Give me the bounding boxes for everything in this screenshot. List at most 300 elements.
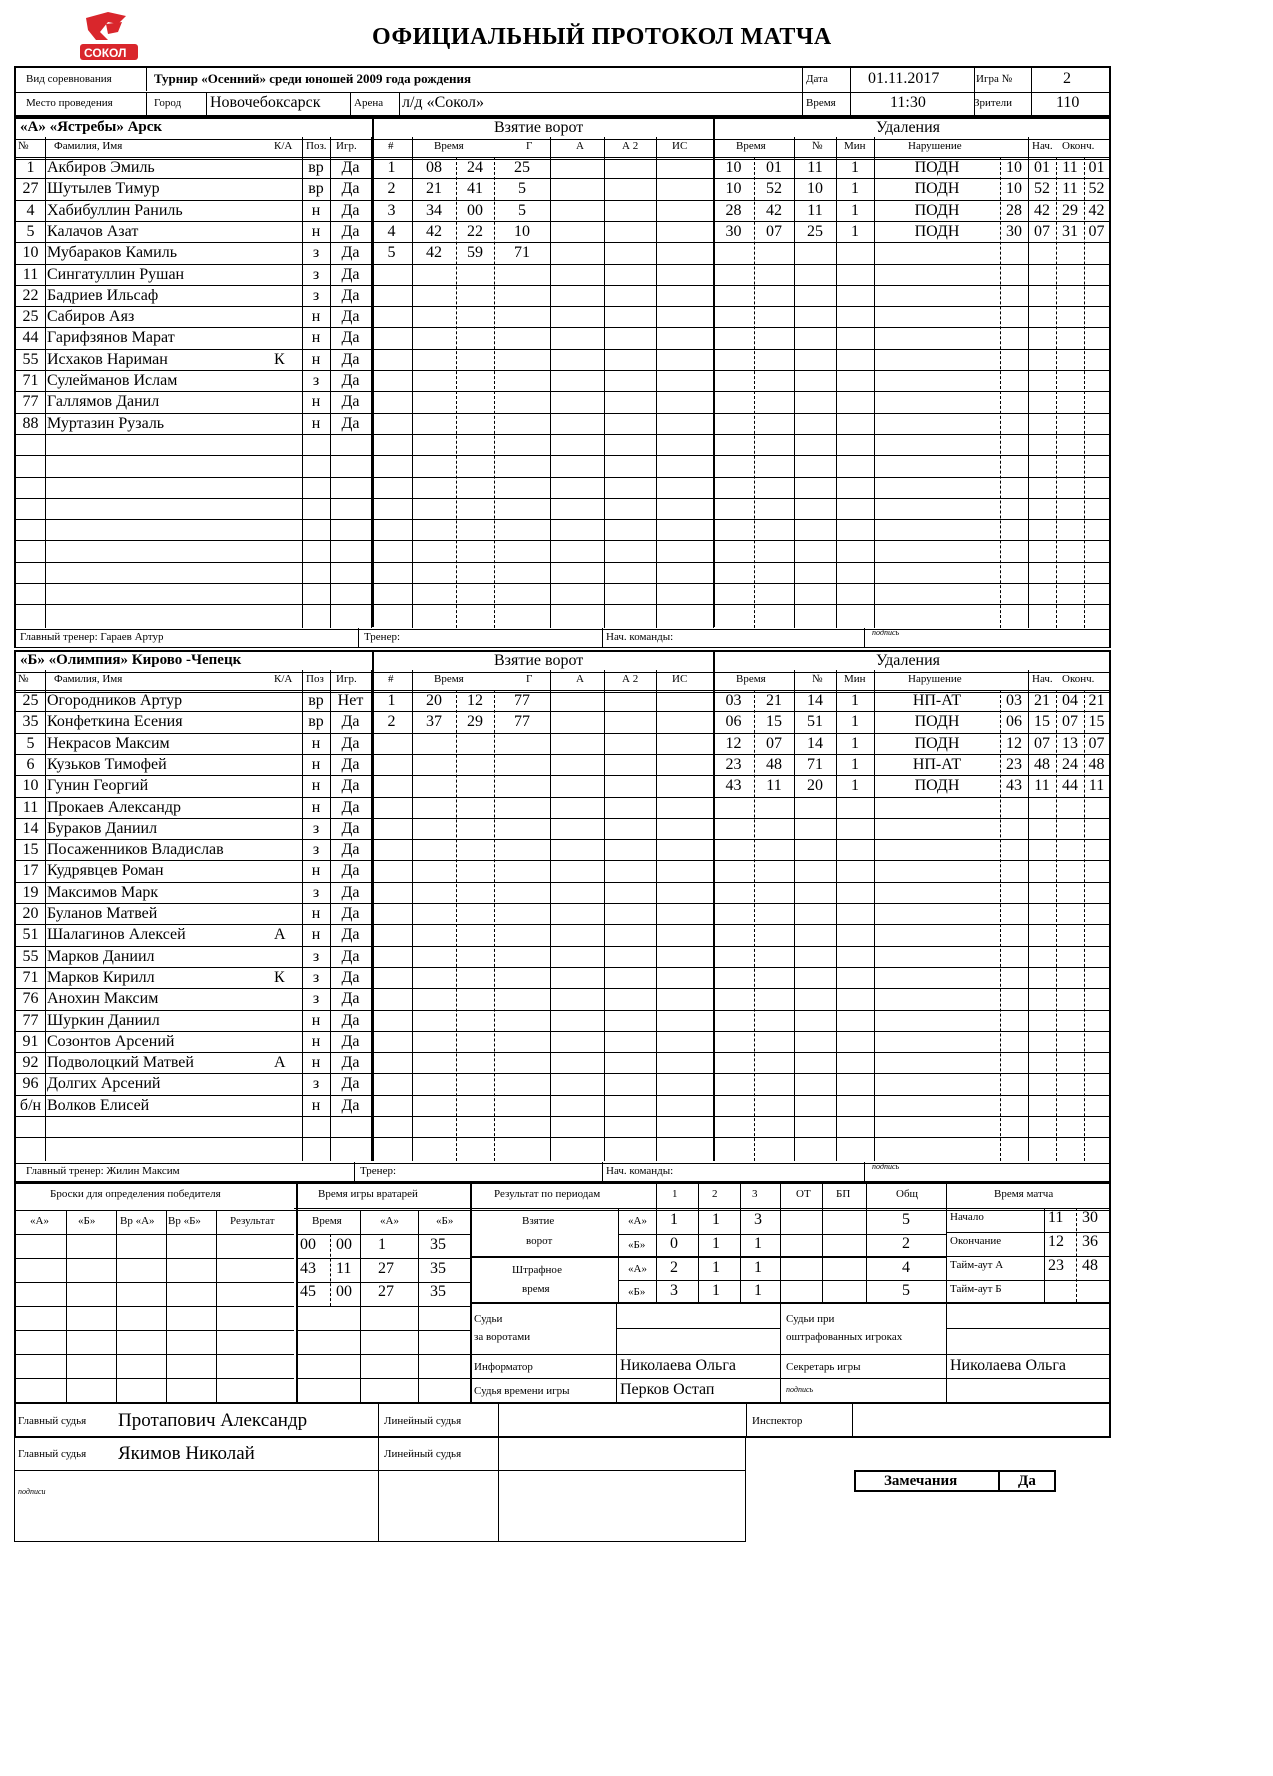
- penalty-start-min: 43: [1006, 777, 1022, 795]
- period-value: 1: [712, 1235, 720, 1252]
- pen-row-label: Штрафное: [512, 1264, 562, 1276]
- player-number: 4: [26, 201, 35, 219]
- goal-scorer: 25: [514, 159, 530, 176]
- penalty-minute: 28: [725, 201, 742, 219]
- player-position: н: [311, 329, 321, 347]
- date-label: Дата: [806, 73, 828, 85]
- team-a-penalties-heading: Удаления: [876, 119, 941, 136]
- goal-scorer: 77: [514, 713, 530, 731]
- team-a-header-cell: Игр.: [336, 140, 357, 152]
- team-b-signature-label: подпись: [872, 1162, 900, 1171]
- period-value: 0: [670, 1235, 678, 1252]
- penalty-second: 42: [766, 201, 782, 219]
- player-number: 71: [22, 968, 39, 986]
- player-number: 1: [26, 159, 35, 176]
- match-time-item: Тайм-аут Б: [950, 1283, 1002, 1295]
- player-played: Да: [341, 990, 360, 1008]
- penalty-player: 11: [807, 159, 823, 176]
- team-a-header-cell: К/А: [274, 140, 293, 152]
- team-b-title: «Б» «Олимпия» Кирово -Чепецк: [20, 652, 242, 668]
- player-played: Да: [341, 159, 360, 176]
- player-position: вр: [308, 692, 324, 709]
- shootout-col: «А»: [30, 1215, 49, 1227]
- game-no-value: 2: [1063, 70, 1071, 87]
- player-played: Да: [341, 734, 360, 752]
- pen-row-label-2: время: [522, 1283, 550, 1295]
- player-name: Созонтов Арсений: [47, 1032, 175, 1050]
- player-position: н: [311, 905, 321, 922]
- period-value: 3: [670, 1282, 678, 1299]
- player-name: Максимов Марк: [47, 883, 159, 901]
- team-b-coach-label: Тренер:: [360, 1165, 397, 1177]
- player-position: н: [311, 1011, 321, 1029]
- penalty-end-sec: 07: [1088, 734, 1105, 752]
- inspector-label: Инспектор: [752, 1415, 803, 1427]
- team-a-header-cell: Оконч.: [1062, 140, 1095, 152]
- player-played: Да: [341, 1075, 360, 1093]
- period-value: 4: [902, 1259, 910, 1276]
- penalty-minutes: 1: [851, 180, 859, 198]
- goal-number: 2: [387, 180, 396, 198]
- penalty-second: 01: [766, 159, 782, 176]
- player-number: 55: [22, 947, 39, 965]
- penalty-minutes: 1: [851, 755, 859, 773]
- penalty-end-min: 07: [1062, 713, 1078, 731]
- penalty-minutes: 1: [851, 734, 859, 752]
- player-role: К: [274, 350, 285, 368]
- team-b-header-cell: А: [576, 673, 584, 685]
- period-team: «А»: [628, 1263, 647, 1275]
- period-team: «Б»: [628, 1286, 646, 1298]
- team-a-header-cell: Нач.: [1032, 140, 1053, 152]
- team-b-header-cell: Поз: [306, 673, 324, 685]
- player-played: Да: [341, 286, 360, 304]
- team-a-head-coach: Главный тренер: Гараев Артур: [20, 631, 164, 643]
- player-position: н: [311, 777, 321, 795]
- player-played: Да: [341, 1032, 360, 1050]
- player-name: Кудрявцев Роман: [47, 862, 164, 880]
- player-name: Прокаев Александр: [47, 798, 181, 816]
- goal-minute: 42: [426, 222, 442, 240]
- team-b-header-cell: Мин: [844, 673, 866, 685]
- period-value: 5: [902, 1282, 910, 1299]
- gk-col: «Б»: [436, 1215, 454, 1227]
- player-name: Сабиров Аяз: [47, 308, 135, 326]
- goal-judges-label: Судьи: [474, 1313, 503, 1325]
- penalty-end-min: 29: [1062, 201, 1078, 219]
- goal-second: 41: [467, 180, 483, 198]
- match-time-hour: 23: [1048, 1257, 1064, 1274]
- player-name: Гунин Георгий: [47, 777, 149, 795]
- penalty-minute: 03: [725, 692, 742, 709]
- penalty-second: 07: [766, 734, 782, 752]
- goal-second: 22: [467, 222, 483, 240]
- penalty-minute: 12: [725, 734, 742, 752]
- player-number: 10: [22, 777, 39, 795]
- player-number: 77: [22, 1011, 39, 1029]
- team-a-goals-heading: Взятие ворот: [494, 119, 584, 136]
- player-position: н: [311, 862, 321, 880]
- linesman-1-label: Линейный судья: [384, 1415, 462, 1427]
- penalty-infraction: ПОДН: [914, 159, 960, 176]
- player-number: 11: [22, 265, 39, 283]
- team-a-signature-label: подпись: [872, 628, 900, 637]
- period-team: «А»: [628, 1215, 647, 1227]
- period-value: 3: [754, 1211, 762, 1228]
- goals-row-label: Взятие: [522, 1215, 555, 1227]
- player-played: Да: [341, 1054, 360, 1072]
- team-b-header-cell: №: [18, 673, 29, 685]
- player-number: 17: [22, 862, 39, 880]
- player-role: К: [274, 968, 285, 986]
- player-position: вр: [308, 159, 324, 176]
- period-value: 1: [754, 1235, 762, 1252]
- penalty-judges-label: Судьи при: [786, 1313, 835, 1325]
- penalty-start-min: 23: [1006, 755, 1022, 773]
- penalty-start-sec: 07: [1034, 734, 1050, 752]
- game-no-label: Игра №: [976, 73, 1013, 85]
- player-played: Да: [341, 308, 360, 326]
- team-b-goals-heading: Взятие ворот: [494, 652, 584, 669]
- player-played: Да: [341, 819, 360, 837]
- penalty-player: 51: [807, 713, 823, 731]
- penalty-second: 21: [766, 692, 782, 709]
- city-label: Город: [154, 97, 182, 109]
- player-played: Да: [341, 265, 360, 283]
- player-position: н: [311, 1096, 321, 1114]
- penalty-end-sec: 15: [1088, 713, 1105, 731]
- player-played: Да: [341, 180, 360, 198]
- player-position: з: [312, 990, 320, 1008]
- player-name: Марков Кирилл: [47, 968, 155, 986]
- player-played: Да: [341, 755, 360, 773]
- player-name: Исхаков Нариман: [47, 350, 168, 368]
- player-number: 88: [22, 414, 39, 432]
- player-position: з: [312, 1075, 320, 1093]
- team-a-header-cell: Мин: [844, 140, 866, 152]
- period-value: 1: [712, 1259, 720, 1276]
- player-name: Волков Елисей: [47, 1096, 150, 1114]
- goal-second: 12: [467, 692, 483, 709]
- player-number: 27: [22, 180, 39, 198]
- match-time-label: Время матча: [994, 1188, 1054, 1200]
- team-b-header-cell: Оконч.: [1062, 673, 1095, 685]
- goal-number: 1: [387, 692, 396, 709]
- player-position: н: [311, 734, 321, 752]
- player-name: Сингатуллин Рушан: [47, 265, 185, 283]
- penalty-minutes: 1: [851, 692, 859, 709]
- goal-second: 59: [467, 244, 483, 262]
- gk-sec: 00: [336, 1236, 352, 1253]
- timekeeper-label: Судья времени игры: [474, 1385, 570, 1397]
- team-b-header-cell: Г: [526, 673, 533, 685]
- penalty-minute: 10: [725, 180, 742, 198]
- penalty-end-min: 04: [1062, 692, 1078, 709]
- remarks-label: Замечания: [884, 1473, 958, 1489]
- player-number: 11: [22, 798, 39, 816]
- penalty-start-min: 30: [1006, 222, 1022, 240]
- player-played: Нет: [337, 692, 364, 709]
- gk-time-row: [296, 1284, 470, 1306]
- player-position: н: [311, 350, 321, 368]
- player-number: 91: [22, 1032, 39, 1050]
- penalty-second: 07: [766, 222, 782, 240]
- player-position: вр: [308, 713, 324, 731]
- team-b-header-cell: Игр.: [336, 673, 357, 685]
- penalty-start-min: 28: [1006, 201, 1022, 219]
- player-played: Да: [341, 393, 360, 411]
- player-name: Долгих Арсений: [47, 1075, 161, 1093]
- penalty-infraction: ПОДН: [914, 777, 960, 795]
- period-col: Общ: [896, 1188, 919, 1200]
- player-number: 92: [22, 1054, 39, 1072]
- team-b-header-cell: ИС: [672, 673, 688, 685]
- penalty-infraction: НП-АТ: [912, 692, 962, 709]
- penalty-start-sec: 11: [1034, 777, 1050, 795]
- gk-sec: 11: [336, 1259, 352, 1277]
- player-played: Да: [341, 372, 360, 389]
- player-role: А: [274, 926, 286, 944]
- goal-number: 2: [387, 713, 396, 731]
- player-number: 77: [22, 393, 39, 411]
- player-number: 19: [22, 883, 39, 901]
- player-position: н: [311, 201, 321, 219]
- team-b-header-cell: Фамилия, Имя: [54, 673, 123, 685]
- penalty-end-sec: 42: [1088, 201, 1105, 219]
- player-name: Шуркин Даниил: [47, 1011, 160, 1029]
- period-value: 2: [670, 1259, 678, 1276]
- player-name: Сулейманов Ислам: [47, 372, 178, 389]
- team-a-header-cell: №: [18, 140, 29, 152]
- player-name: Бураков Даниил: [47, 819, 158, 837]
- period-col: ОТ: [796, 1188, 811, 1200]
- official-signature-label: подпись: [786, 1385, 814, 1394]
- team-b-captain-label: Нач. команды:: [606, 1165, 674, 1177]
- arena-label: Арена: [354, 97, 384, 109]
- penalty-minute: 43: [725, 777, 742, 795]
- team-a-header-cell: Поз.: [306, 140, 327, 152]
- team-a-header-cell: ИС: [672, 140, 688, 152]
- team-b-header-cell: К/А: [274, 673, 293, 685]
- penalty-player: 20: [807, 777, 823, 795]
- gk-col: «А»: [380, 1215, 399, 1227]
- spectators-value: 110: [1056, 94, 1080, 111]
- penalty-judges-label-2: оштрафованных игроках: [786, 1331, 903, 1343]
- goal-minute: 34: [426, 201, 442, 219]
- player-role: А: [274, 1054, 286, 1072]
- penalty-minutes: 1: [851, 713, 859, 731]
- period-value: 1: [712, 1282, 720, 1299]
- penalty-end-min: 44: [1062, 777, 1078, 795]
- goal-minute: 08: [426, 159, 442, 176]
- player-played: Да: [341, 883, 360, 901]
- period-value: 5: [902, 1211, 910, 1228]
- gk-a: 1: [378, 1236, 386, 1253]
- venue-label: Место проведения: [26, 97, 113, 109]
- goal-number: 1: [387, 159, 396, 176]
- team-a-captain-label: Нач. команды:: [606, 631, 674, 643]
- player-position: н: [311, 755, 321, 773]
- penalty-start-sec: 21: [1034, 692, 1050, 709]
- penalty-end-min: 31: [1062, 222, 1078, 240]
- date-value: 01.11.2017: [868, 70, 940, 87]
- gk-min: 00: [300, 1236, 316, 1253]
- informer-label: Информатор: [474, 1361, 533, 1373]
- player-name: Огородников Артур: [47, 692, 183, 709]
- penalty-start-sec: 52: [1034, 180, 1050, 198]
- goal-minute: 37: [426, 713, 442, 731]
- team-a-header-cell: А 2: [622, 140, 639, 152]
- penalty-minute: 06: [725, 713, 742, 731]
- player-number: 25: [22, 308, 39, 326]
- gk-time-row: [296, 1261, 470, 1283]
- player-position: з: [312, 819, 320, 837]
- penalty-end-sec: 52: [1088, 180, 1105, 198]
- period-col: 3: [752, 1188, 758, 1200]
- player-number: 35: [22, 713, 39, 731]
- period-col: БП: [836, 1188, 851, 1200]
- team-a-header-cell: Нарушение: [908, 140, 962, 152]
- penalty-infraction: ПОДН: [914, 222, 960, 240]
- player-played: Да: [341, 1011, 360, 1029]
- gk-min: 45: [300, 1283, 316, 1300]
- penalty-end-sec: 21: [1088, 692, 1105, 709]
- gk-b: 35: [430, 1283, 446, 1300]
- player-name: Кузьков Тимофей: [47, 755, 167, 773]
- referee-1-name: Протапович Александр: [118, 1410, 308, 1431]
- player-number: 5: [26, 222, 35, 240]
- player-name: Муртазин Рузаль: [47, 414, 165, 432]
- team-a-header-cell: Фамилия, Имя: [54, 140, 123, 152]
- penalty-start-sec: 01: [1034, 159, 1050, 176]
- penalty-player: 10: [807, 180, 823, 198]
- match-time-min: 48: [1082, 1257, 1098, 1274]
- player-name: Галлямов Данил: [47, 393, 160, 411]
- goal-judges-label-2: за воротами: [474, 1331, 531, 1343]
- player-played: Да: [341, 1096, 360, 1114]
- goal-second: 24: [467, 159, 483, 176]
- page-title: ОФИЦИАЛЬНЫЙ ПРОТОКОЛ МАТЧА: [372, 24, 832, 50]
- player-played: Да: [341, 713, 360, 731]
- player-played: Да: [341, 947, 360, 965]
- player-position: з: [312, 968, 320, 986]
- referee-2-label: Главный судья: [18, 1448, 87, 1460]
- goal-second: 29: [467, 713, 483, 731]
- gk-min: 43: [300, 1259, 316, 1277]
- penalty-second: 15: [766, 713, 782, 731]
- shootout-col: Результат: [230, 1215, 275, 1227]
- player-number: 10: [22, 244, 39, 262]
- period-value: 1: [754, 1282, 762, 1299]
- penalty-start-min: 12: [1006, 734, 1022, 752]
- penalty-infraction: ПОДН: [914, 180, 960, 198]
- player-number: 76: [22, 990, 39, 1008]
- goal-second: 00: [467, 201, 483, 219]
- competition-value: Турнир «Осенний» среди юношей 2009 года рождения: [154, 71, 472, 86]
- penalty-minute: 30: [725, 222, 742, 240]
- goal-scorer: 77: [514, 692, 530, 709]
- player-number: 5: [26, 734, 35, 752]
- player-position: н: [311, 798, 321, 816]
- penalty-player: 71: [807, 755, 823, 773]
- player-played: Да: [341, 862, 360, 880]
- shootout-col: Вр «А»: [120, 1215, 155, 1227]
- goal-scorer: 5: [518, 180, 526, 198]
- informer-name: Николаева Ольга: [620, 1357, 736, 1374]
- penalty-second: 48: [766, 755, 782, 773]
- player-position: н: [311, 308, 321, 326]
- goal-minute: 20: [426, 692, 442, 709]
- period-team: «Б»: [628, 1239, 646, 1251]
- remarks-box: [854, 1470, 1056, 1492]
- penalty-start-sec: 42: [1034, 201, 1050, 219]
- match-time-min: 30: [1082, 1209, 1098, 1226]
- shootout-col: «Б»: [78, 1215, 96, 1227]
- penalty-start-sec: 07: [1034, 222, 1050, 240]
- competition-label: Вид соревнования: [26, 73, 112, 85]
- remarks-value: Да: [1018, 1473, 1036, 1489]
- player-name: Акбиров Эмиль: [47, 159, 155, 176]
- period-col: 1: [672, 1188, 678, 1200]
- team-b-header-cell: Время: [434, 673, 464, 685]
- goal-minute: 42: [426, 244, 442, 262]
- logo-text: СОКОЛ: [84, 46, 127, 60]
- penalty-minute: 10: [725, 159, 742, 176]
- time-label: Время: [806, 97, 836, 109]
- player-played: Да: [341, 222, 360, 240]
- player-position: з: [312, 286, 320, 304]
- player-name: Шалагинов Алексей: [47, 926, 186, 944]
- team-a-header-cell: #: [388, 140, 394, 152]
- player-played: Да: [341, 244, 360, 262]
- penalty-second: 11: [766, 777, 782, 795]
- team-a-coach-label: Тренер:: [364, 631, 401, 643]
- match-time-item: Начало: [950, 1211, 984, 1223]
- player-name: Бадриев Ильсаф: [47, 286, 159, 304]
- penalty-start-sec: 48: [1034, 755, 1050, 773]
- player-number: 25: [22, 692, 39, 709]
- team-b-header-cell: Время: [736, 673, 766, 685]
- team-b-header-cell: Нарушение: [908, 673, 962, 685]
- player-position: вр: [308, 180, 324, 198]
- team-b-header-cell: Нач.: [1032, 673, 1053, 685]
- gk-b: 35: [430, 1236, 446, 1253]
- team-b-penalties-heading: Удаления: [876, 652, 941, 669]
- match-time-item: Окончание: [950, 1235, 1002, 1247]
- player-number: 14: [22, 819, 39, 837]
- penalty-start-min: 06: [1006, 713, 1022, 731]
- goal-scorer: 5: [518, 201, 526, 219]
- match-time-hour: 11: [1048, 1209, 1064, 1226]
- penalty-end-min: 11: [1062, 180, 1078, 198]
- player-name: Мубараков Камиль: [47, 244, 178, 262]
- signatures-label: подписи: [18, 1487, 46, 1496]
- player-position: н: [311, 222, 321, 240]
- penalty-second: 52: [766, 180, 782, 198]
- team-a-title: «А» «Ястребы» Арск: [20, 119, 163, 135]
- gk-label: Время игры вратарей: [318, 1188, 418, 1200]
- city-value: Новочебоксарск: [210, 94, 321, 111]
- gk-a: 27: [378, 1259, 394, 1277]
- player-position: з: [312, 883, 320, 901]
- player-position: н: [311, 1054, 321, 1072]
- gk-time-row: [296, 1237, 470, 1259]
- linesman-2-label: Линейный судья: [384, 1448, 462, 1460]
- player-played: Да: [341, 414, 360, 432]
- penalty-player: 25: [807, 222, 823, 240]
- player-name: Хабибуллин Раниль: [47, 201, 183, 219]
- player-name: Калачов Азат: [47, 222, 139, 240]
